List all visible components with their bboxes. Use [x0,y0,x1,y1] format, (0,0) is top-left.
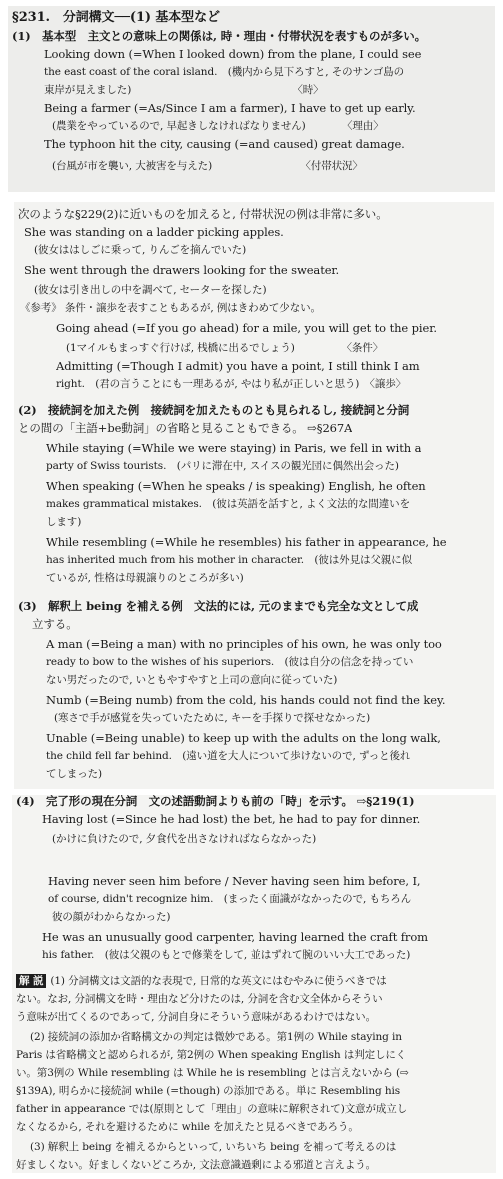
line-text: Numb (=Being numb) from the cold, his hands could not find the key. [46,693,446,707]
line-text: ready to bow to the wishes of his superiors. (彼は自分の信念を持ってい [46,656,414,668]
panel2-line-14 [46,478,426,494]
participle-examples-panel [14,202,494,789]
line-text: party of Swiss tourists. (パリに滞在中, スイスの観光団に偶然出会った) [46,460,399,472]
panel2-line-3 [24,262,339,278]
line-text: Having never seen him before / Never having seen him before, I, [48,874,421,888]
panel1-line-6 [52,118,384,134]
panel2-line-1 [24,224,284,240]
panel3-line-10 [16,1009,376,1025]
line-text: his father. (彼は父親のもとで修業をして, 並はずれて腕のいい大工であった) [42,949,411,961]
line-text: 東岸が見えました) 〈時〉 [44,84,324,96]
panel3-line-5 [52,909,170,925]
panel2-line-6 [56,320,437,336]
line-text: (2) 接続詞の添加か省略構文かの判定は微妙である。第1例の While staying in [30,1031,402,1043]
panel2-line-0 [18,206,388,222]
panel3-line-0 [16,795,415,809]
panel2-line-8 [56,358,420,374]
line-text: なくなるから, それを避けるために while を加えたと見るべきであろう。 [16,1121,359,1133]
line-text: い。第3例の While resembling は While he is resembling とは言えないから (⇨ [16,1067,409,1079]
panel2-line-18 [46,552,412,568]
panel3-line-17 [30,1139,396,1155]
panel2-line-9 [56,376,406,392]
panel2-line-22 [46,636,442,652]
panel3-line-2 [52,831,316,847]
panel2-line-28 [46,748,410,764]
line-text: ない。なお, 分詞構文を時・理由など分けたのは, 分詞を含む文全体からそうい [16,993,383,1005]
perfect-participle-panel [12,795,496,1173]
line-text: (2) 接続詞を加えた例 接続詞を加えたものとも見られるし, 接続詞と分詞 [18,403,410,417]
panel1-line-5 [44,100,416,116]
panel2-line-24 [46,672,337,688]
panel2-line-11 [18,420,352,436]
panel1-line-2 [44,46,421,62]
panel1-line-1 [12,28,426,44]
line-text: 好ましくない。好ましくないどころか, 文法意識過剰による邪道と言えよう。 [16,1159,377,1171]
line-text: (かけに負けたので, 夕食代を出さなければならなかった) [52,833,317,845]
panel3-line-18 [16,1157,376,1173]
line-text: §231. 分詞構文──(1) 基本型など [12,10,220,25]
panel2-line-4 [34,282,266,298]
panel3-line-3 [48,873,420,889]
panel1-line-3 [44,64,404,80]
line-text: (3) 解釈上 being を補えるからといって, いちいち being を補って考えるのは [30,1141,397,1153]
panel3-line-14 [16,1083,400,1099]
line-text: Admitting (=Though I admit) you have a point, I still think I am [56,359,420,373]
line-text: right. (君の言うことにも一理あるが, やはり私が正しいと思う) 〈譲歩〉 [56,378,407,390]
line-text: While resembling (=While he resembles) his father in appearance, he [46,535,447,549]
line-text: of course, didn't recognize him. (まったく面識がなかったので, もちろん [48,893,412,905]
line-text: (1) 分詞構文は文語的な表現で, 日常的な英文にはむやみに使うべきでは [50,975,387,987]
panel2-line-16 [46,514,81,530]
panel3-line-12 [16,1047,406,1063]
line-text: makes grammatical mistakes. (彼は英語を話すと, よく文法的な間違いを [46,498,410,510]
panel2-line-26 [54,710,370,726]
line-text: (1マイルもまっすぐ行けば, 桟橋に出るでしょう) 〈条件〉 [66,342,384,354]
line-text: (1) 基本型 主文との意味上の関係は, 時・理由・付帯状況を表すものが多い。 [12,29,426,43]
panel2-line-19 [46,570,244,586]
commentary-tag: 解 説 [16,974,46,988]
line-text: father in appearance では(原則として「理由」の意味に解釈されて)文意が成立し [16,1103,408,1115]
panel3-line-6 [42,929,428,945]
line-text: He was an unusually good carpenter, having learned the craft from [42,930,428,944]
line-text: (4) 完了形の現在分詞 文の述語動詞よりも前の「時」を示す。 ⇨§219(1) [16,795,415,808]
line-text: Unable (=Being unable) to keep up with the adults on the long walk, [46,731,441,745]
panel2-line-17 [46,534,447,550]
line-text: 彼の顔がわからなかった) [52,911,171,923]
line-text: う意味が出てくるのであって, 分詞自身にそういう意味があるわけではない。 [16,1011,376,1023]
line-text: While staying (=While we were staying) in Paris, we fell in with a [46,441,422,455]
panel1-line-0 [12,10,220,26]
line-text: 次のような§229(2)に近いものを加えると, 付帯状況の例は非常に多い。 [18,207,388,221]
panel1-line-4 [44,82,324,98]
line-text: 《参考》 条件・譲歩を表すこともあるが, 例はきわめて少ない。 [20,302,321,314]
line-text: She went through the drawers looking for the sweater. [24,263,340,277]
line-text: (台風が市を襲い, 大被害を与えた) 〈付帯状況〉 [52,160,363,172]
panel2-line-20 [18,598,418,614]
panel1-line-8 [52,158,363,174]
panel2-line-25 [46,692,445,708]
line-text: The typhoon hit the city, causing (=and caused) great damage. [44,137,405,151]
line-text: (寒さで手が感覚を失っていたために, キーを手探りで探せなかった) [54,712,371,724]
panel3-line-15 [16,1101,407,1117]
panel3-line-16 [16,1119,359,1135]
panel2-line-27 [46,730,441,746]
panel2-line-23 [46,654,413,670]
line-text: します) [46,516,82,528]
line-text: She was standing on a ladder picking apples. [24,225,284,239]
line-text: the child fell far behind. (遠い道を大人について歩けないので, ずっと後れ [46,750,411,762]
panel3-line-13 [16,1065,409,1081]
line-text: 立する。 [32,617,78,631]
panel3-line-9 [16,991,383,1007]
line-text: との間の「主語+be動詞」の省略と見ることもできる。 ⇨§267A [18,421,353,435]
line-text: ているが, 性格は母親譲りのところが多い) [46,572,244,584]
line-text: (彼女ははしごに乗って, りんごを摘んでいた) [34,244,247,256]
panel3-line-7 [42,947,410,963]
line-text: (彼女は引き出しの中を調べて, セーターを探した) [34,284,267,296]
line-text: When speaking (=When he speaks / is speaking) English, he often [46,479,426,493]
line-text: てしまった) [46,768,102,780]
panel3-line-8 [16,973,387,989]
line-text: Having lost (=Since he had lost) the bet, he had to pay for dinner. [42,812,421,826]
panel3-line-11 [30,1029,402,1045]
panel1-line-7 [44,136,405,152]
panel2-line-13 [46,458,399,474]
panel2-line-29 [46,766,102,782]
panel3-line-1 [42,811,420,827]
panel2-line-5 [20,300,321,316]
line-text: ない男だったので, いともやすやすと上司の意向に従っていた) [46,674,338,686]
line-text: Looking down (=When I looked down) from the plane, I could see [44,47,422,61]
panel2-line-12 [46,440,421,456]
line-text: (農業をやっているので, 早起きしなければなりません) 〈理由〉 [52,120,384,132]
line-text: §139A), 明らかに接続詞 while (=though) の添加である。単に Resembling his [16,1085,401,1097]
panel2-line-10 [18,402,409,418]
line-text: has inherited much from his mother in character. (彼は外見は父親に似 [46,554,412,566]
line-text: A man (=Being a man) with no principles of his own, he was only too [46,637,442,651]
line-text: the east coast of the coral island. (機内から見下ろすと, そのサンゴ島の [44,66,405,78]
line-text: Being a farmer (=As/Since I am a farmer), I have to get up early. [44,101,416,115]
panel2-line-2 [34,242,246,258]
panel2-line-15 [46,496,410,512]
line-text: (3) 解釈上 being を補える例 文法的には, 元のままでも完全な文として成 [18,599,419,613]
panel2-line-21 [32,616,78,632]
panel2-line-7 [66,340,383,356]
line-text: Paris は省略構文と認められるが, 第2例の When speaking English は判定しにく [16,1049,407,1061]
section-231-panel [8,6,495,192]
panel3-line-4 [48,891,411,907]
line-text: Going ahead (=If you go ahead) for a mile, you will get to the pier. [56,321,437,335]
